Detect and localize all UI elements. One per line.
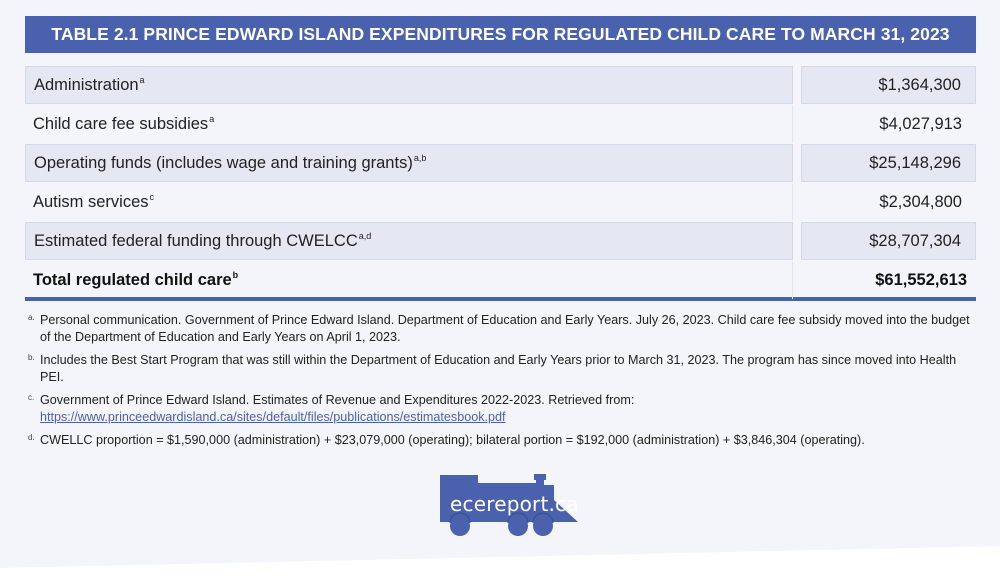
expenditures-table (25, 66, 976, 301)
footnote-marker: a. (28, 313, 35, 322)
footnote-marker: a,b (413, 153, 427, 163)
footnote-text: Government of Prince Edward Island. Estimates of Revenue and Expenditures 2022-2023. Retrieved from: https://www.princeedwardisland.ca/sites/default/files/publications/estimatesbook.pdf (40, 393, 635, 424)
total-label: Total regulated child care $^b$ (25, 261, 793, 299)
total-value: $61,552,613 (875, 270, 967, 289)
row-label: Operating funds (includes wage and training grants) $^{a,b}$ (25, 144, 793, 182)
footnote-marker: a (139, 75, 145, 85)
row-value: $25,148,296 (801, 144, 976, 182)
footnote-text: CWELLC proportion = $1,590,000 (administration) + $23,079,000 (operating); bilateral portion = $192,000 (administration) + $3,846,304 (operating). (40, 433, 865, 447)
row-value: $4,027,913 (879, 114, 962, 133)
footnote-marker: a (209, 114, 215, 124)
footnote-marker: d. (28, 433, 35, 442)
estimates-book-link[interactable]: https://www.princeedwardisland.ca/sites/default/files/publications/estimatesbook.pdf (40, 410, 506, 424)
row-label: Estimated federal funding through CWELCC $^{a,d}$ (25, 222, 793, 260)
row-value: $28,707,304 (801, 222, 976, 260)
table-row (25, 105, 976, 144)
row-label: Autism services $^c$ (25, 183, 793, 221)
footnote-marker: b. (28, 353, 35, 362)
row-value: $1,364,300 (801, 66, 976, 104)
footnote-marker: b (232, 270, 239, 280)
table-row (25, 144, 976, 183)
table-row (25, 222, 976, 261)
table-title: TABLE 2.1 PRINCE EDWARD ISLAND EXPENDITURES FOR REGULATED CHILD CARE TO MARCH 31, 2023 (25, 16, 976, 53)
row-label: Administration $^a$ (25, 66, 793, 104)
table-row (25, 183, 976, 222)
footnote-d (25, 432, 975, 449)
row-label: Child care fee subsidies $^a$ (25, 105, 793, 143)
footnotes (25, 312, 975, 455)
footnote-marker: c. (28, 393, 35, 402)
table-row (25, 66, 976, 105)
footnote-marker: a,d (358, 231, 372, 241)
footnote-a (25, 312, 975, 346)
logo-text: ecereport.ca (450, 492, 579, 516)
footnote-text: Personal communication. Government of Prince Edward Island. Department of Education and Early Years. July 26, 2023. Child care fee subsidy moved into the budget of the Department of Education and Early Years on April 1, 2023. (40, 313, 970, 344)
footnote-b (25, 352, 975, 386)
footnote-marker: c (149, 192, 155, 202)
footnote-c (25, 392, 975, 426)
footnote-text: Includes the Best Start Program that was still within the Department of Education and Early Years prior to March 31, 2023. The program has since moved into Health PEI. (40, 353, 957, 384)
total-row (25, 261, 976, 301)
row-value: $2,304,800 (879, 192, 962, 211)
